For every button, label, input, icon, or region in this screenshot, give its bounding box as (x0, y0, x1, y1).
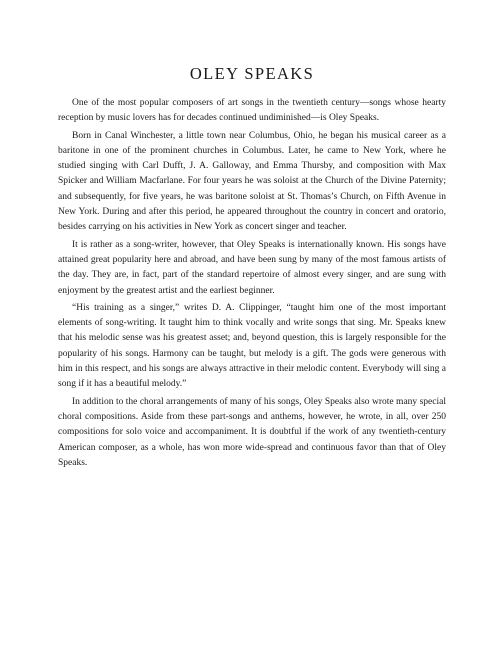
paragraph-biography: Born in Canal Winchester, a little town near Columbus, Ohio, he began his musical career as a baritone in one of the prominent churches in Columbus. Later, he came to New York, where he studied singing with Carl Dufft, J. A. Galloway, and Emma Thursby, and composition with Max Spicker and William Macfarlane. For four years he was soloist at the Church of the Divine Paternity; and subsequently, for five years, he was baritone soloist at St. Thomas’s Church, on Fifth Avenue in New York. During and after this period, he appeared throughout the country in concert and oratorio, besides carrying on his activities in New York as concert singer and teacher. (58, 130, 446, 233)
paragraph-clippinger-quote: “His training as a singer,” writes D. A. Clippinger, “taught him one of the most important elements of song-writing. It taught him to think vocally and write songs that sing. Mr. Speaks knew that his melodic sense was his greatest asset; and, beyond question, this is largely responsible for the popularity of his songs. Harmony can be taught, but melody is a gift. The gods were generous with him in this respect, and his songs are always attractive in their melodic content. Everybody will sing a song if it has a beautiful melody.” (58, 302, 446, 390)
paragraph-song-writer: It is rather as a song-writer, however, that Oley Speaks is internationally known. His songs have attained great popularity here and abroad, and have been sung by many of the most famous artists of the day. They are, in fact, part of the standard repertoire of almost every singer, and are sung with enjoyment by the greatest artist and the earliest beginner. (58, 239, 446, 296)
paragraph-intro: One of the most popular composers of art songs in the twentieth century—songs whose hearty reception by music lovers has for decades continued undiminished—is Oley Speaks. (58, 98, 446, 124)
paragraph-compositions: In addition to the choral arrangements of many of his songs, Oley Speaks also wrote many special choral compositions. Aside from these part-songs and anthems, however, he wrote, in all, over 250 compositions for solo voice and accompaniment. It is doubtful if the work of any twentieth-century American composer, as a whole, has won more wide-spread and continuous favor than that of Oley Speaks. (58, 396, 446, 468)
page-title: OLEY SPEAKS (189, 64, 315, 83)
document-page (58, 64, 446, 473)
